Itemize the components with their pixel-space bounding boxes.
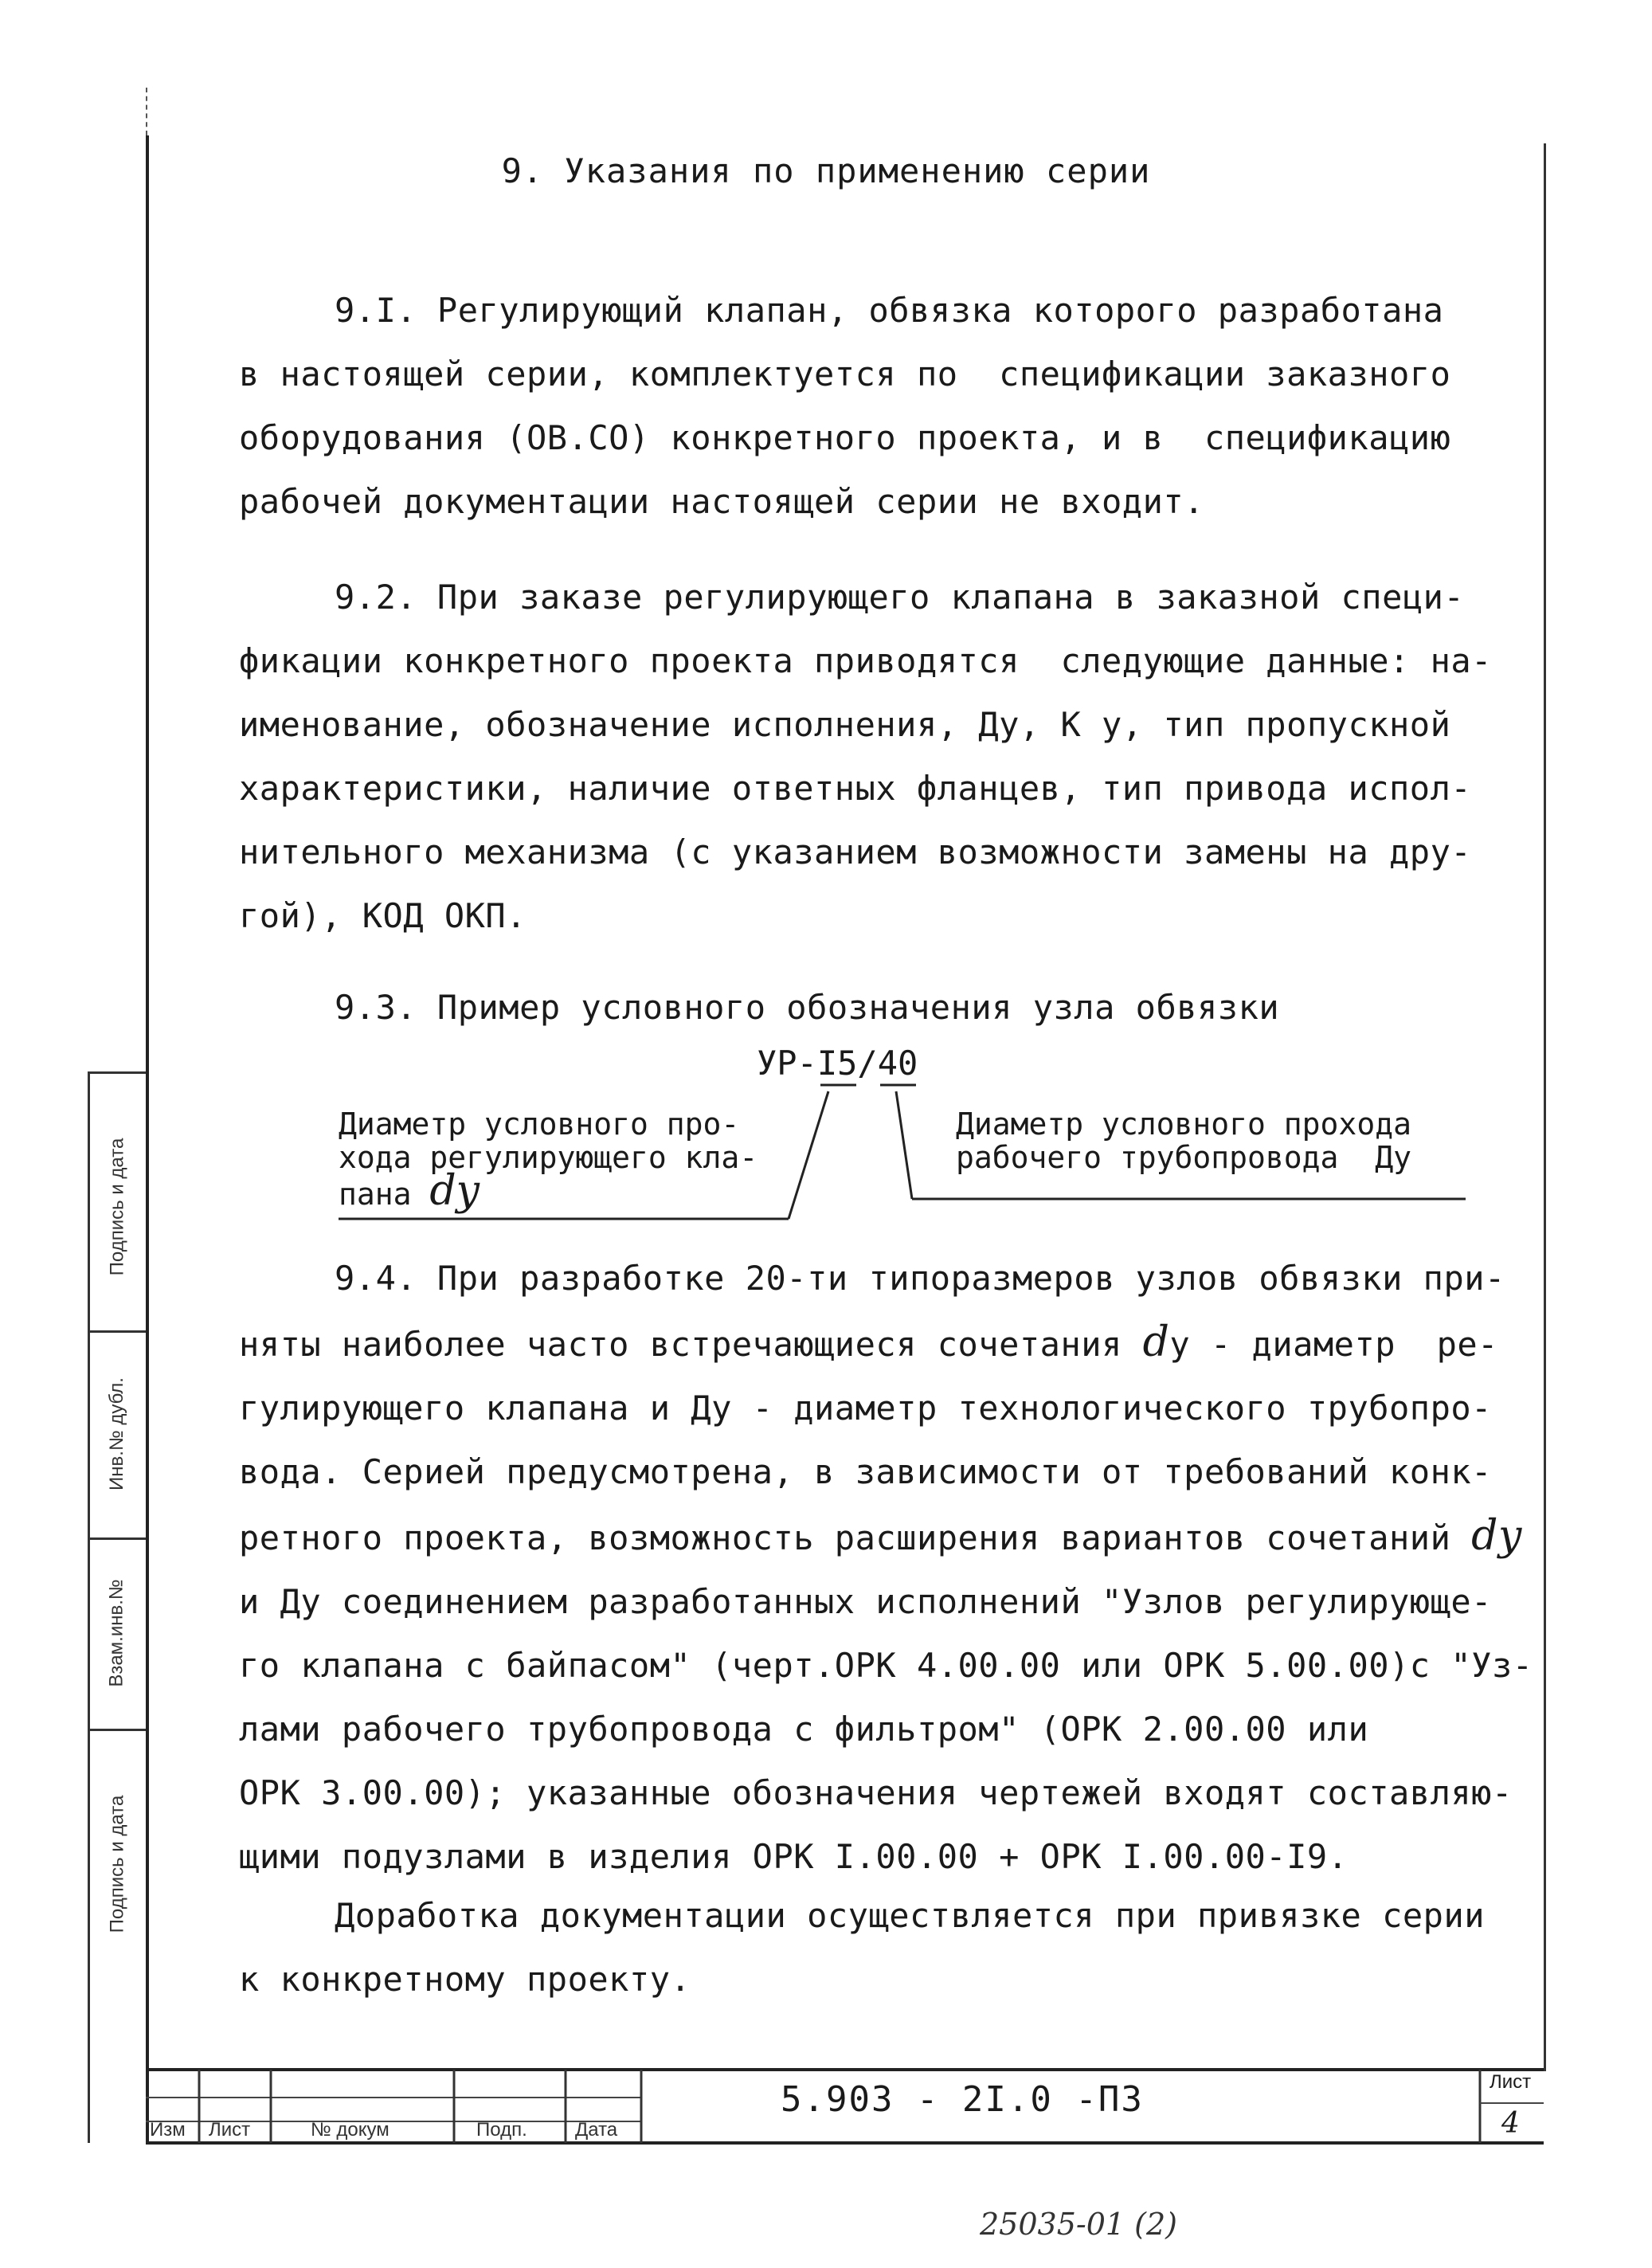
title-block-col-docnum: № докум	[311, 2119, 390, 2141]
handwritten-dy-symbol: dy	[1471, 1512, 1522, 1560]
title-block-col-signature: Подп.	[476, 2119, 527, 2141]
text-line: няты наиболее часто встречающиеся сочетания dу - диаметр ре-	[239, 1318, 1498, 1366]
text-line: лами рабочего трубопровода с фильтром" (ОРК 2.00.00 или	[239, 1710, 1369, 1749]
text-line: рабочей документации настоящей серии не входит.	[239, 482, 1204, 521]
text-line: 9.I. Регулирующий клапан, обвязка которого разработана	[335, 291, 1444, 330]
paragraph-9-1	[239, 279, 1482, 534]
paragraph-9-2	[239, 566, 1492, 948]
text-line: характеристики, наличие ответных фланцев, тип привода испол-	[239, 769, 1472, 808]
title-block-col-change: Изм	[150, 2119, 186, 2141]
text-line: Доработка документации осуществляется при привязке серии	[335, 1896, 1486, 1935]
frame-bottom-border	[146, 2141, 1544, 2145]
title-block-col-date: Дата	[575, 2119, 618, 2141]
document-designation: 5.903 - 2I.0 -ПЗ	[781, 2079, 1144, 2120]
title-block-col-sheet: Лист	[209, 2119, 251, 2141]
sheet-number: 4	[1501, 2107, 1520, 2140]
text-line: ретного проекта, возможность расширения вариантов сочетаний dy	[239, 1512, 1522, 1560]
example-left-caption: Диаметр условного про- хода регулирующего кла- пана dу	[339, 1107, 758, 1215]
text-line: 9.2. При заказе регулирующего клапана в заказной специ-	[335, 578, 1465, 617]
side-label-signature-date-2: Подпись и дата	[106, 1795, 127, 1933]
sheet-label: Лист	[1490, 2071, 1532, 2093]
text-line: ОРК 3.00.00); указанные обозначения чертежей входят составляю-	[239, 1773, 1513, 1812]
text-line: щими подузлами в изделия ОРК I.00.00 + ОРК I.00.00-I9.	[239, 1837, 1349, 1876]
text-line: гулирующего клапана и Ду - диаметр технологического трубопро-	[239, 1389, 1492, 1428]
text-line: 9.3. Пример условного обозначения узла обвязки	[335, 988, 1280, 1027]
example-right-caption: Диаметр условного прохода рабочего трубопровода Ду	[956, 1107, 1411, 1175]
text-line: нительного механизма (с указанием возможности замены на дру-	[239, 832, 1472, 872]
side-label-replace-inv: Взам.инв.№	[106, 1579, 128, 1687]
text-line: 9.4. При разработке 20-ти типоразмеров узлов обвязки при-	[335, 1259, 1505, 1298]
handwritten-dy-symbol: dу	[429, 1167, 480, 1215]
side-label-dup-inv: Инв.№ дубл.	[106, 1377, 128, 1490]
text-line: гой), КОД ОКП.	[239, 896, 527, 935]
frame-edge-stub	[146, 88, 149, 135]
paragraph-9-4	[239, 1247, 1533, 1889]
paragraph-9-3	[239, 976, 1482, 1040]
text-line: фикации конкретного проекта приводятся следующие данные: на-	[239, 641, 1492, 680]
side-stamp-column	[48, 1071, 146, 2143]
paragraph-closing	[239, 1884, 1486, 2011]
section-title: 9. Указания по применению серии	[501, 151, 1151, 190]
frame-right-border	[1544, 143, 1546, 2071]
text-line: вода. Серией предусмотрена, в зависимости от требований конк-	[239, 1452, 1492, 1491]
text-line: в настоящей серии, комплектуется по спецификации заказного	[239, 354, 1451, 394]
example-designation-code: УР-I5/40	[757, 1044, 918, 1083]
archive-number: 25035-01 (2)	[980, 2207, 1177, 2242]
text-line: именование, обозначение исполнения, Ду, К у, тип пропускной	[239, 705, 1451, 744]
text-line: оборудования (ОВ.СО) конкретного проекта, и в спецификацию	[239, 418, 1451, 457]
handwritten-d-symbol: d	[1142, 1318, 1170, 1366]
text-line: го клапана с байпасом" (черт.ОРК 4.00.00 или ОРК 5.00.00)с "Уз-	[239, 1646, 1533, 1685]
frame-left-border	[146, 135, 149, 2143]
text-line: и Ду соединением разработанных исполнений "Узлов регулирующе-	[239, 1582, 1492, 1621]
text-line: к конкретному проекту.	[239, 1960, 691, 1999]
side-label-signature-date: Подпись и дата	[106, 1138, 127, 1276]
